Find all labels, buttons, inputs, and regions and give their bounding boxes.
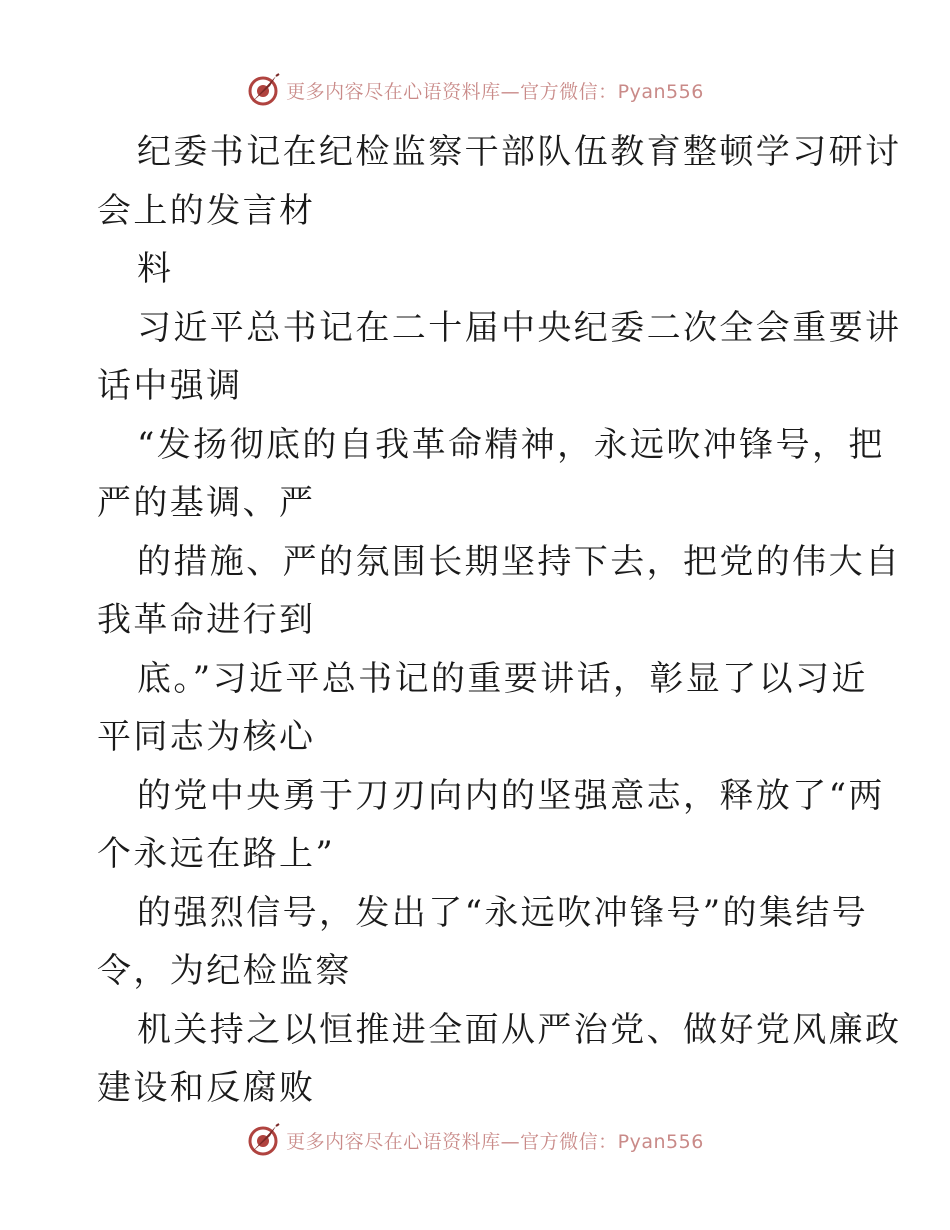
text-line: 习近平总书记在二十届中央纪委二次全会重要讲 — [137, 307, 902, 348]
text-line: “发扬彻底的自我革命精神，永远吹冲锋号，把 — [137, 424, 885, 465]
document-body — [97, 123, 902, 1118]
text-line: 个永远在路上” — [97, 834, 336, 874]
text-line: 的措施、严的氛围长期坚持下去，把党的伟大自 — [137, 541, 902, 582]
text-line: 会上的发言材 — [97, 190, 316, 231]
header-watermark — [0, 70, 950, 110]
quill-circle-logo-icon — [246, 1122, 282, 1158]
footer-watermark — [0, 1120, 950, 1160]
watermark-text: 更多内容尽在心语资料库—官方微信：Pyan556 — [286, 1130, 704, 1153]
text-line: 的强烈信号，发出了“永远吹冲锋号”的集结号 — [137, 892, 869, 933]
text-line: 平同志为核心 — [97, 717, 316, 757]
text-line: 机关持之以恒推进全面从严治党、做好党风廉政 — [137, 1009, 902, 1050]
text-line: 话中强调 — [97, 366, 243, 406]
text-line: 严的基调、严 — [97, 483, 316, 523]
text-line: 纪委书记在纪检监察干部队伍教育整顿学习研讨 — [137, 132, 902, 172]
text-line: 料 — [137, 249, 174, 289]
text-line: 的党中央勇于刀刃向内的坚强意志，释放了“两 — [137, 775, 885, 816]
text-line: 建设和反腐败 — [97, 1068, 316, 1108]
text-line: 我革命进行到 — [97, 600, 316, 640]
text-line: 令，为纪检监察 — [97, 951, 352, 991]
quill-circle-logo-icon — [246, 72, 282, 108]
text-line: 底。”习近平总书记的重要讲话，彰显了以习近 — [137, 658, 868, 699]
watermark-text: 更多内容尽在心语资料库—官方微信：Pyan556 — [286, 80, 704, 103]
